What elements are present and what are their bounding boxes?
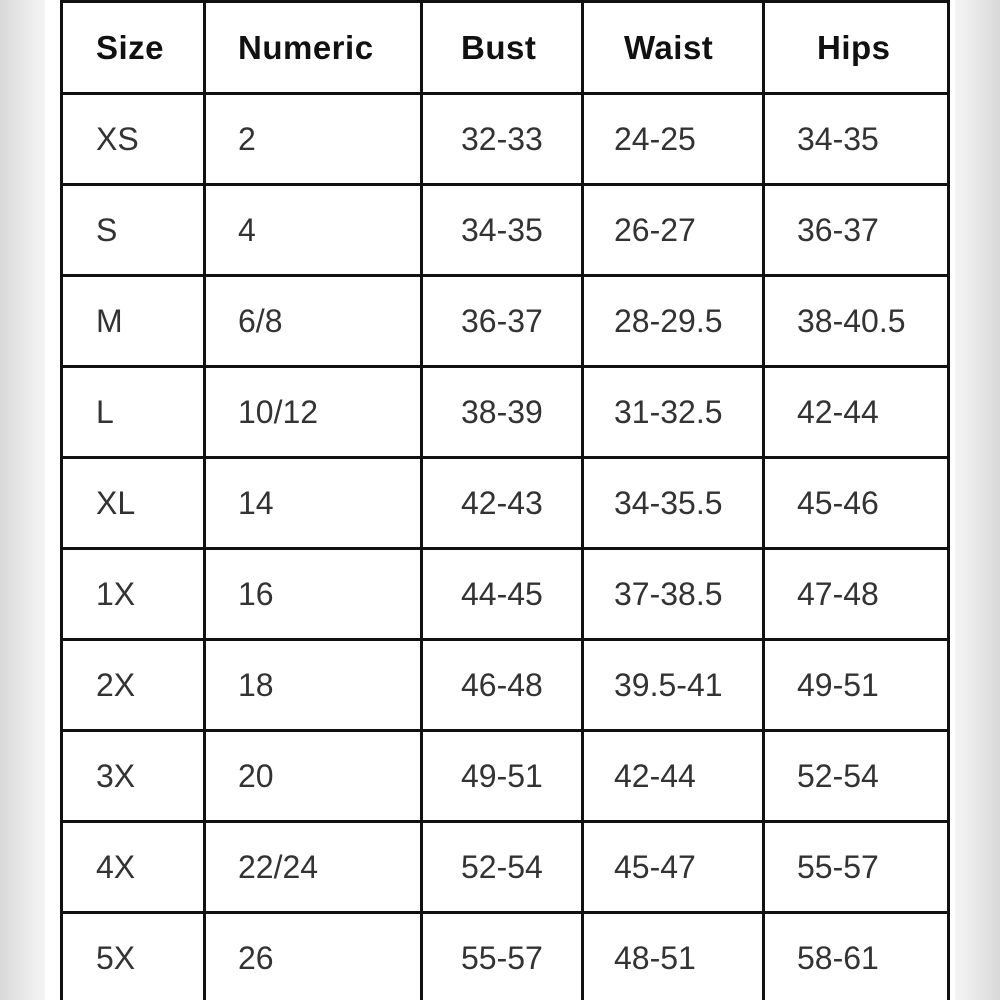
cell-numeric: 26 (205, 913, 422, 1000)
header-numeric: Numeric (205, 2, 422, 94)
table-row (62, 185, 949, 276)
cell-size: 2X (62, 640, 205, 731)
table-row (62, 731, 949, 822)
table-row (62, 94, 949, 185)
cell-numeric: 14 (205, 458, 422, 549)
cell-numeric: 4 (205, 185, 422, 276)
cell-hips: 47-48 (764, 549, 949, 640)
cell-hips: 52-54 (764, 731, 949, 822)
cell-bust: 52-54 (422, 822, 583, 913)
table-row (62, 276, 949, 367)
cell-size: S (62, 185, 205, 276)
cell-size: 4X (62, 822, 205, 913)
cell-waist: 45-47 (583, 822, 764, 913)
cell-numeric: 10/12 (205, 367, 422, 458)
table-row (62, 367, 949, 458)
cell-waist: 37-38.5 (583, 549, 764, 640)
cell-waist: 28-29.5 (583, 276, 764, 367)
cell-waist: 48-51 (583, 913, 764, 1000)
cell-bust: 34-35 (422, 185, 583, 276)
cell-numeric: 16 (205, 549, 422, 640)
cell-size: 3X (62, 731, 205, 822)
cell-bust: 32-33 (422, 94, 583, 185)
cell-numeric: 20 (205, 731, 422, 822)
cell-hips: 38-40.5 (764, 276, 949, 367)
cell-hips: 49-51 (764, 640, 949, 731)
size-chart-sheet (45, 0, 955, 1000)
cell-waist: 34-35.5 (583, 458, 764, 549)
header-hips: Hips (764, 2, 949, 94)
header-row (62, 2, 949, 94)
table-row (62, 640, 949, 731)
cell-hips: 34-35 (764, 94, 949, 185)
cell-numeric: 18 (205, 640, 422, 731)
cell-waist: 39.5-41 (583, 640, 764, 731)
cell-size: 5X (62, 913, 205, 1000)
cell-hips: 45-46 (764, 458, 949, 549)
cell-size: 1X (62, 549, 205, 640)
cell-numeric: 22/24 (205, 822, 422, 913)
cell-hips: 58-61 (764, 913, 949, 1000)
header-bust: Bust (422, 2, 583, 94)
cell-bust: 38-39 (422, 367, 583, 458)
cell-bust: 42-43 (422, 458, 583, 549)
table-row (62, 549, 949, 640)
cell-bust: 55-57 (422, 913, 583, 1000)
cell-hips: 55-57 (764, 822, 949, 913)
right-edge-shadow (948, 0, 1000, 1000)
cell-size: XL (62, 458, 205, 549)
cell-bust: 36-37 (422, 276, 583, 367)
cell-bust: 49-51 (422, 731, 583, 822)
table-row (62, 913, 949, 1000)
cell-size: XS (62, 94, 205, 185)
cell-bust: 44-45 (422, 549, 583, 640)
size-chart-table (60, 0, 950, 1000)
cell-size: L (62, 367, 205, 458)
header-size: Size (62, 2, 205, 94)
cell-waist: 42-44 (583, 731, 764, 822)
table-row (62, 822, 949, 913)
cell-bust: 46-48 (422, 640, 583, 731)
table-row (62, 458, 949, 549)
cell-waist: 26-27 (583, 185, 764, 276)
cell-numeric: 2 (205, 94, 422, 185)
cell-hips: 36-37 (764, 185, 949, 276)
cell-size: M (62, 276, 205, 367)
cell-numeric: 6/8 (205, 276, 422, 367)
cell-waist: 24-25 (583, 94, 764, 185)
cell-waist: 31-32.5 (583, 367, 764, 458)
cell-hips: 42-44 (764, 367, 949, 458)
header-waist: Waist (583, 2, 764, 94)
